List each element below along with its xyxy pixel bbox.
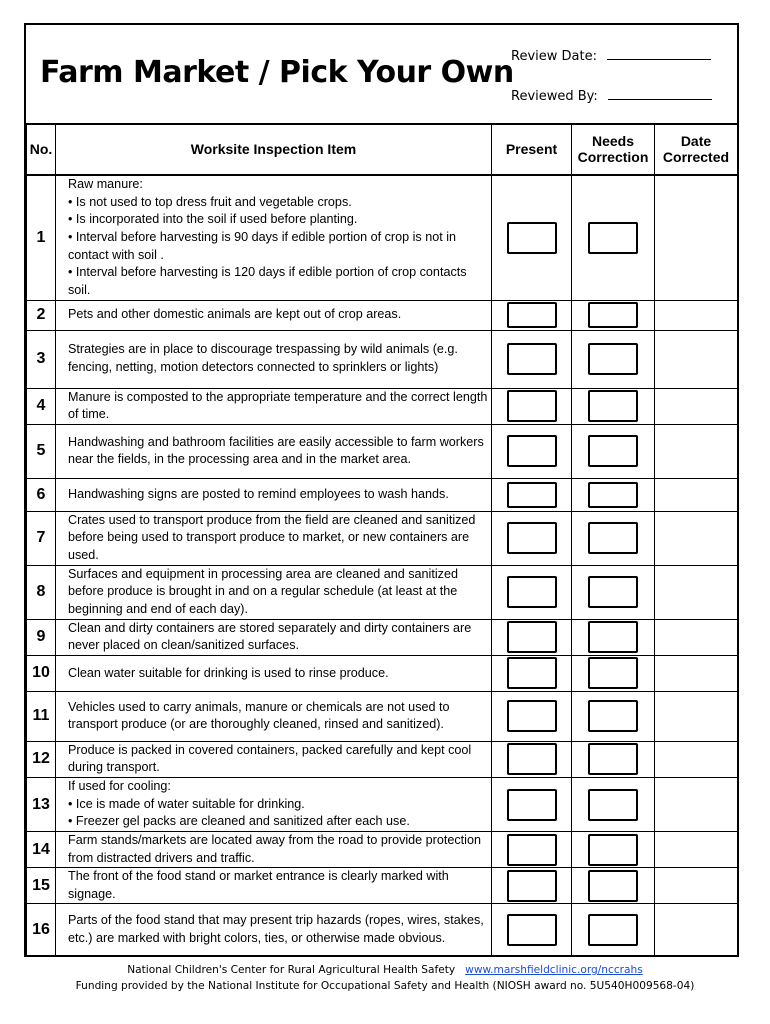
date-corrected-cell[interactable] xyxy=(655,175,738,300)
check-cell xyxy=(572,619,655,655)
item-text-line: Farm stands/markets are located away from the road to provide protection from distracted drivers and traffic. xyxy=(68,833,481,865)
row-number: 7 xyxy=(27,511,56,565)
row-number: 13 xyxy=(27,778,56,832)
inspection-item xyxy=(56,388,492,424)
inspection-item xyxy=(56,904,492,956)
needs-correction-checkbox[interactable] xyxy=(588,482,638,508)
table-row xyxy=(27,778,738,832)
date-corrected-cell[interactable] xyxy=(655,868,738,904)
row-number: 10 xyxy=(27,655,56,691)
check-cell xyxy=(572,904,655,956)
check-cell xyxy=(492,300,572,330)
item-text-line: The front of the food stand or market entrance is clearly marked with signage. xyxy=(68,869,449,901)
check-cell xyxy=(492,511,572,565)
check-cell xyxy=(492,655,572,691)
needs-correction-checkbox[interactable] xyxy=(588,914,638,946)
row-number: 9 xyxy=(27,619,56,655)
item-text-line: If used for cooling: xyxy=(68,779,171,794)
check-cell xyxy=(572,868,655,904)
col-header-no: No. xyxy=(27,124,56,176)
table-row xyxy=(27,691,738,741)
date-corrected-cell[interactable] xyxy=(655,832,738,868)
item-text-line: Produce is packed in covered containers, packed carefully and kept cool during transport. xyxy=(68,742,472,775)
table-row xyxy=(27,655,738,691)
present-checkbox[interactable] xyxy=(507,435,557,467)
check-cell xyxy=(572,565,655,619)
needs-correction-checkbox[interactable] xyxy=(588,870,638,902)
item-text-line: • Freezer gel packs are cleaned and sanitized after each use. xyxy=(68,814,410,829)
check-cell xyxy=(572,330,655,388)
col-header-needs-correction: Needs Correction xyxy=(572,124,655,176)
row-number: 16 xyxy=(27,904,56,956)
table-row xyxy=(27,619,738,655)
date-corrected-cell[interactable] xyxy=(655,655,738,691)
inspection-item xyxy=(56,868,492,904)
check-cell xyxy=(572,741,655,777)
inspection-item xyxy=(56,175,492,300)
inspection-table xyxy=(26,123,738,956)
item-text-line: Pets and other domestic animals are kept out of crop areas. xyxy=(68,307,402,322)
check-cell xyxy=(492,478,572,511)
needs-correction-checkbox[interactable] xyxy=(588,743,638,775)
check-cell xyxy=(492,904,572,956)
item-text-line: • Is incorporated into the soil if used before planting. xyxy=(68,212,358,227)
item-text-line: Clean and dirty containers are stored separately and dirty containers are never placed on clean/sanitized surfaces. xyxy=(68,620,472,653)
needs-correction-checkbox[interactable] xyxy=(588,789,638,821)
table-row xyxy=(27,478,738,511)
footer-funding: Funding provided by the National Institute for Occupational Safety and Health (NIOSH award no. 5U540H009568-04) xyxy=(75,980,695,992)
table-row xyxy=(27,904,738,956)
row-number: 3 xyxy=(27,330,56,388)
item-text-line: Vehicles used to carry animals, manure or chemicals are not used to transport produce (or are thoroughly cleaned, rinsed and sanitized). xyxy=(68,699,450,732)
present-checkbox[interactable] xyxy=(507,390,557,422)
table-row xyxy=(27,330,738,388)
present-checkbox[interactable] xyxy=(507,576,557,608)
inspection-item xyxy=(56,741,492,777)
check-cell xyxy=(572,175,655,300)
needs-correction-checkbox[interactable] xyxy=(588,834,638,866)
needs-correction-checkbox[interactable] xyxy=(588,700,638,732)
item-text-line: • Ice is made of water suitable for drinking. xyxy=(68,796,305,811)
inspection-item xyxy=(56,832,492,868)
needs-correction-checkbox[interactable] xyxy=(588,657,638,689)
reviewed-by-field[interactable] xyxy=(608,87,712,100)
reviewed-by-row xyxy=(511,87,712,104)
date-corrected-cell[interactable] xyxy=(655,904,738,956)
row-number: 1 xyxy=(27,175,56,300)
item-text-line: Strategies are in place to discourage trespassing by wild animals (e.g. fencing, netting, motion detectors connected to sprinklers or lights) xyxy=(68,342,458,374)
item-text-line: Raw manure: xyxy=(68,177,143,192)
inspection-item xyxy=(56,565,492,619)
inspection-item xyxy=(56,330,492,388)
date-corrected-cell[interactable] xyxy=(655,691,738,741)
row-number: 6 xyxy=(27,478,56,511)
table-row xyxy=(27,175,738,300)
needs-correction-checkbox[interactable] xyxy=(588,390,638,422)
footer-org: National Children's Center for Rural Agricultural Health Safety xyxy=(127,964,456,976)
row-number: 4 xyxy=(27,388,56,424)
row-number: 12 xyxy=(27,741,56,777)
table-row xyxy=(27,300,738,330)
present-checkbox[interactable] xyxy=(507,343,557,375)
footer-org-line xyxy=(0,964,770,976)
item-text-line: Crates used to transport produce from the field are cleaned and sanitized before being used to transport produce to market, or new containers are used. xyxy=(68,512,476,562)
check-cell xyxy=(572,388,655,424)
row-number: 5 xyxy=(27,424,56,478)
needs-correction-checkbox[interactable] xyxy=(588,343,638,375)
check-cell xyxy=(492,330,572,388)
present-checkbox[interactable] xyxy=(507,657,557,689)
present-checkbox[interactable] xyxy=(507,621,557,653)
inspection-item xyxy=(56,300,492,330)
check-cell xyxy=(572,832,655,868)
check-cell xyxy=(572,655,655,691)
col-header-item: Worksite Inspection Item xyxy=(56,124,492,176)
date-corrected-cell[interactable] xyxy=(655,565,738,619)
check-cell xyxy=(572,778,655,832)
present-checkbox[interactable] xyxy=(507,834,557,866)
check-cell xyxy=(492,741,572,777)
table-row xyxy=(27,388,738,424)
needs-correction-checkbox[interactable] xyxy=(588,222,638,254)
form-header xyxy=(26,25,737,125)
row-number: 8 xyxy=(27,565,56,619)
date-corrected-cell[interactable] xyxy=(655,478,738,511)
check-cell xyxy=(492,778,572,832)
check-cell xyxy=(492,868,572,904)
check-cell xyxy=(492,619,572,655)
inspection-item xyxy=(56,778,492,832)
needs-correction-checkbox[interactable] xyxy=(588,522,638,554)
review-date-label: Review Date: xyxy=(511,49,597,64)
item-text-line: Clean water suitable for drinking is used to rinse produce. xyxy=(68,665,389,680)
present-checkbox[interactable] xyxy=(507,789,557,821)
date-corrected-cell[interactable] xyxy=(655,300,738,330)
present-checkbox[interactable] xyxy=(507,870,557,902)
present-checkbox[interactable] xyxy=(507,522,557,554)
footer-link[interactable]: www.marshfieldclinic.org/nccrahs xyxy=(465,964,643,976)
row-number: 2 xyxy=(27,300,56,330)
date-corrected-cell[interactable] xyxy=(655,424,738,478)
table-row xyxy=(27,868,738,904)
needs-correction-checkbox[interactable] xyxy=(588,621,638,653)
item-text-line: Surfaces and equipment in processing area are cleaned and sanitized before produce is brought in and on a regular schedule (at least at the beginning and end of each day). xyxy=(68,566,458,616)
item-text-line: Manure is composted to the appropriate temperature and the correct length of time. xyxy=(68,389,488,422)
inspection-item xyxy=(56,655,492,691)
check-cell xyxy=(492,691,572,741)
date-corrected-cell[interactable] xyxy=(655,619,738,655)
check-cell xyxy=(492,388,572,424)
present-checkbox[interactable] xyxy=(507,222,557,254)
check-cell xyxy=(572,300,655,330)
col-header-present: Present xyxy=(492,124,572,176)
present-checkbox[interactable] xyxy=(507,302,557,328)
needs-correction-checkbox[interactable] xyxy=(588,576,638,608)
table-row xyxy=(27,832,738,868)
check-cell xyxy=(492,565,572,619)
inspection-item xyxy=(56,619,492,655)
check-cell xyxy=(572,511,655,565)
table-row xyxy=(27,565,738,619)
review-date-row xyxy=(511,47,711,64)
inspection-item xyxy=(56,511,492,565)
date-corrected-cell[interactable] xyxy=(655,511,738,565)
check-cell xyxy=(492,424,572,478)
reviewed-by-label: Reviewed By: xyxy=(511,89,598,104)
row-number: 14 xyxy=(27,832,56,868)
item-text-line: Handwashing and bathroom facilities are easily accessible to farm workers near the fields, in the processing area and in the market area. xyxy=(68,434,484,467)
col-header-date-corrected: Date Corrected xyxy=(655,124,738,176)
row-number: 15 xyxy=(27,868,56,904)
inspection-item xyxy=(56,691,492,741)
inspection-form xyxy=(24,23,739,957)
review-date-field[interactable] xyxy=(607,47,711,60)
present-checkbox[interactable] xyxy=(507,700,557,732)
check-cell xyxy=(572,478,655,511)
page-title: Farm Market / Pick Your Own xyxy=(40,55,514,90)
date-corrected-cell[interactable] xyxy=(655,741,738,777)
check-cell xyxy=(572,424,655,478)
row-number: 11 xyxy=(27,691,56,741)
needs-correction-checkbox[interactable] xyxy=(588,302,638,328)
check-cell xyxy=(572,691,655,741)
present-checkbox[interactable] xyxy=(507,482,557,508)
date-corrected-cell[interactable] xyxy=(655,330,738,388)
item-text-line: • Interval before harvesting is 90 days if edible portion of crop is not in contact with soil . xyxy=(68,229,457,262)
item-text-line: • Is not used to top dress fruit and vegetable crops. xyxy=(68,194,352,209)
item-text-line: • Interval before harvesting is 120 days if edible portion of crop contacts soil. xyxy=(68,265,467,297)
inspection-item xyxy=(56,478,492,511)
inspection-item xyxy=(56,424,492,478)
needs-correction-checkbox[interactable] xyxy=(588,435,638,467)
table-row xyxy=(27,741,738,777)
present-checkbox[interactable] xyxy=(507,914,557,946)
date-corrected-cell[interactable] xyxy=(655,778,738,832)
check-cell xyxy=(492,832,572,868)
table-row xyxy=(27,511,738,565)
date-corrected-cell[interactable] xyxy=(655,388,738,424)
item-text-line: Parts of the food stand that may present trip hazards (ropes, wires, stakes, etc.) are marked with bright colors, ties, or otherwise made obvious. xyxy=(68,913,484,945)
item-text-line: Handwashing signs are posted to remind employees to wash hands. xyxy=(68,486,449,501)
table-row xyxy=(27,424,738,478)
check-cell xyxy=(492,175,572,300)
present-checkbox[interactable] xyxy=(507,743,557,775)
